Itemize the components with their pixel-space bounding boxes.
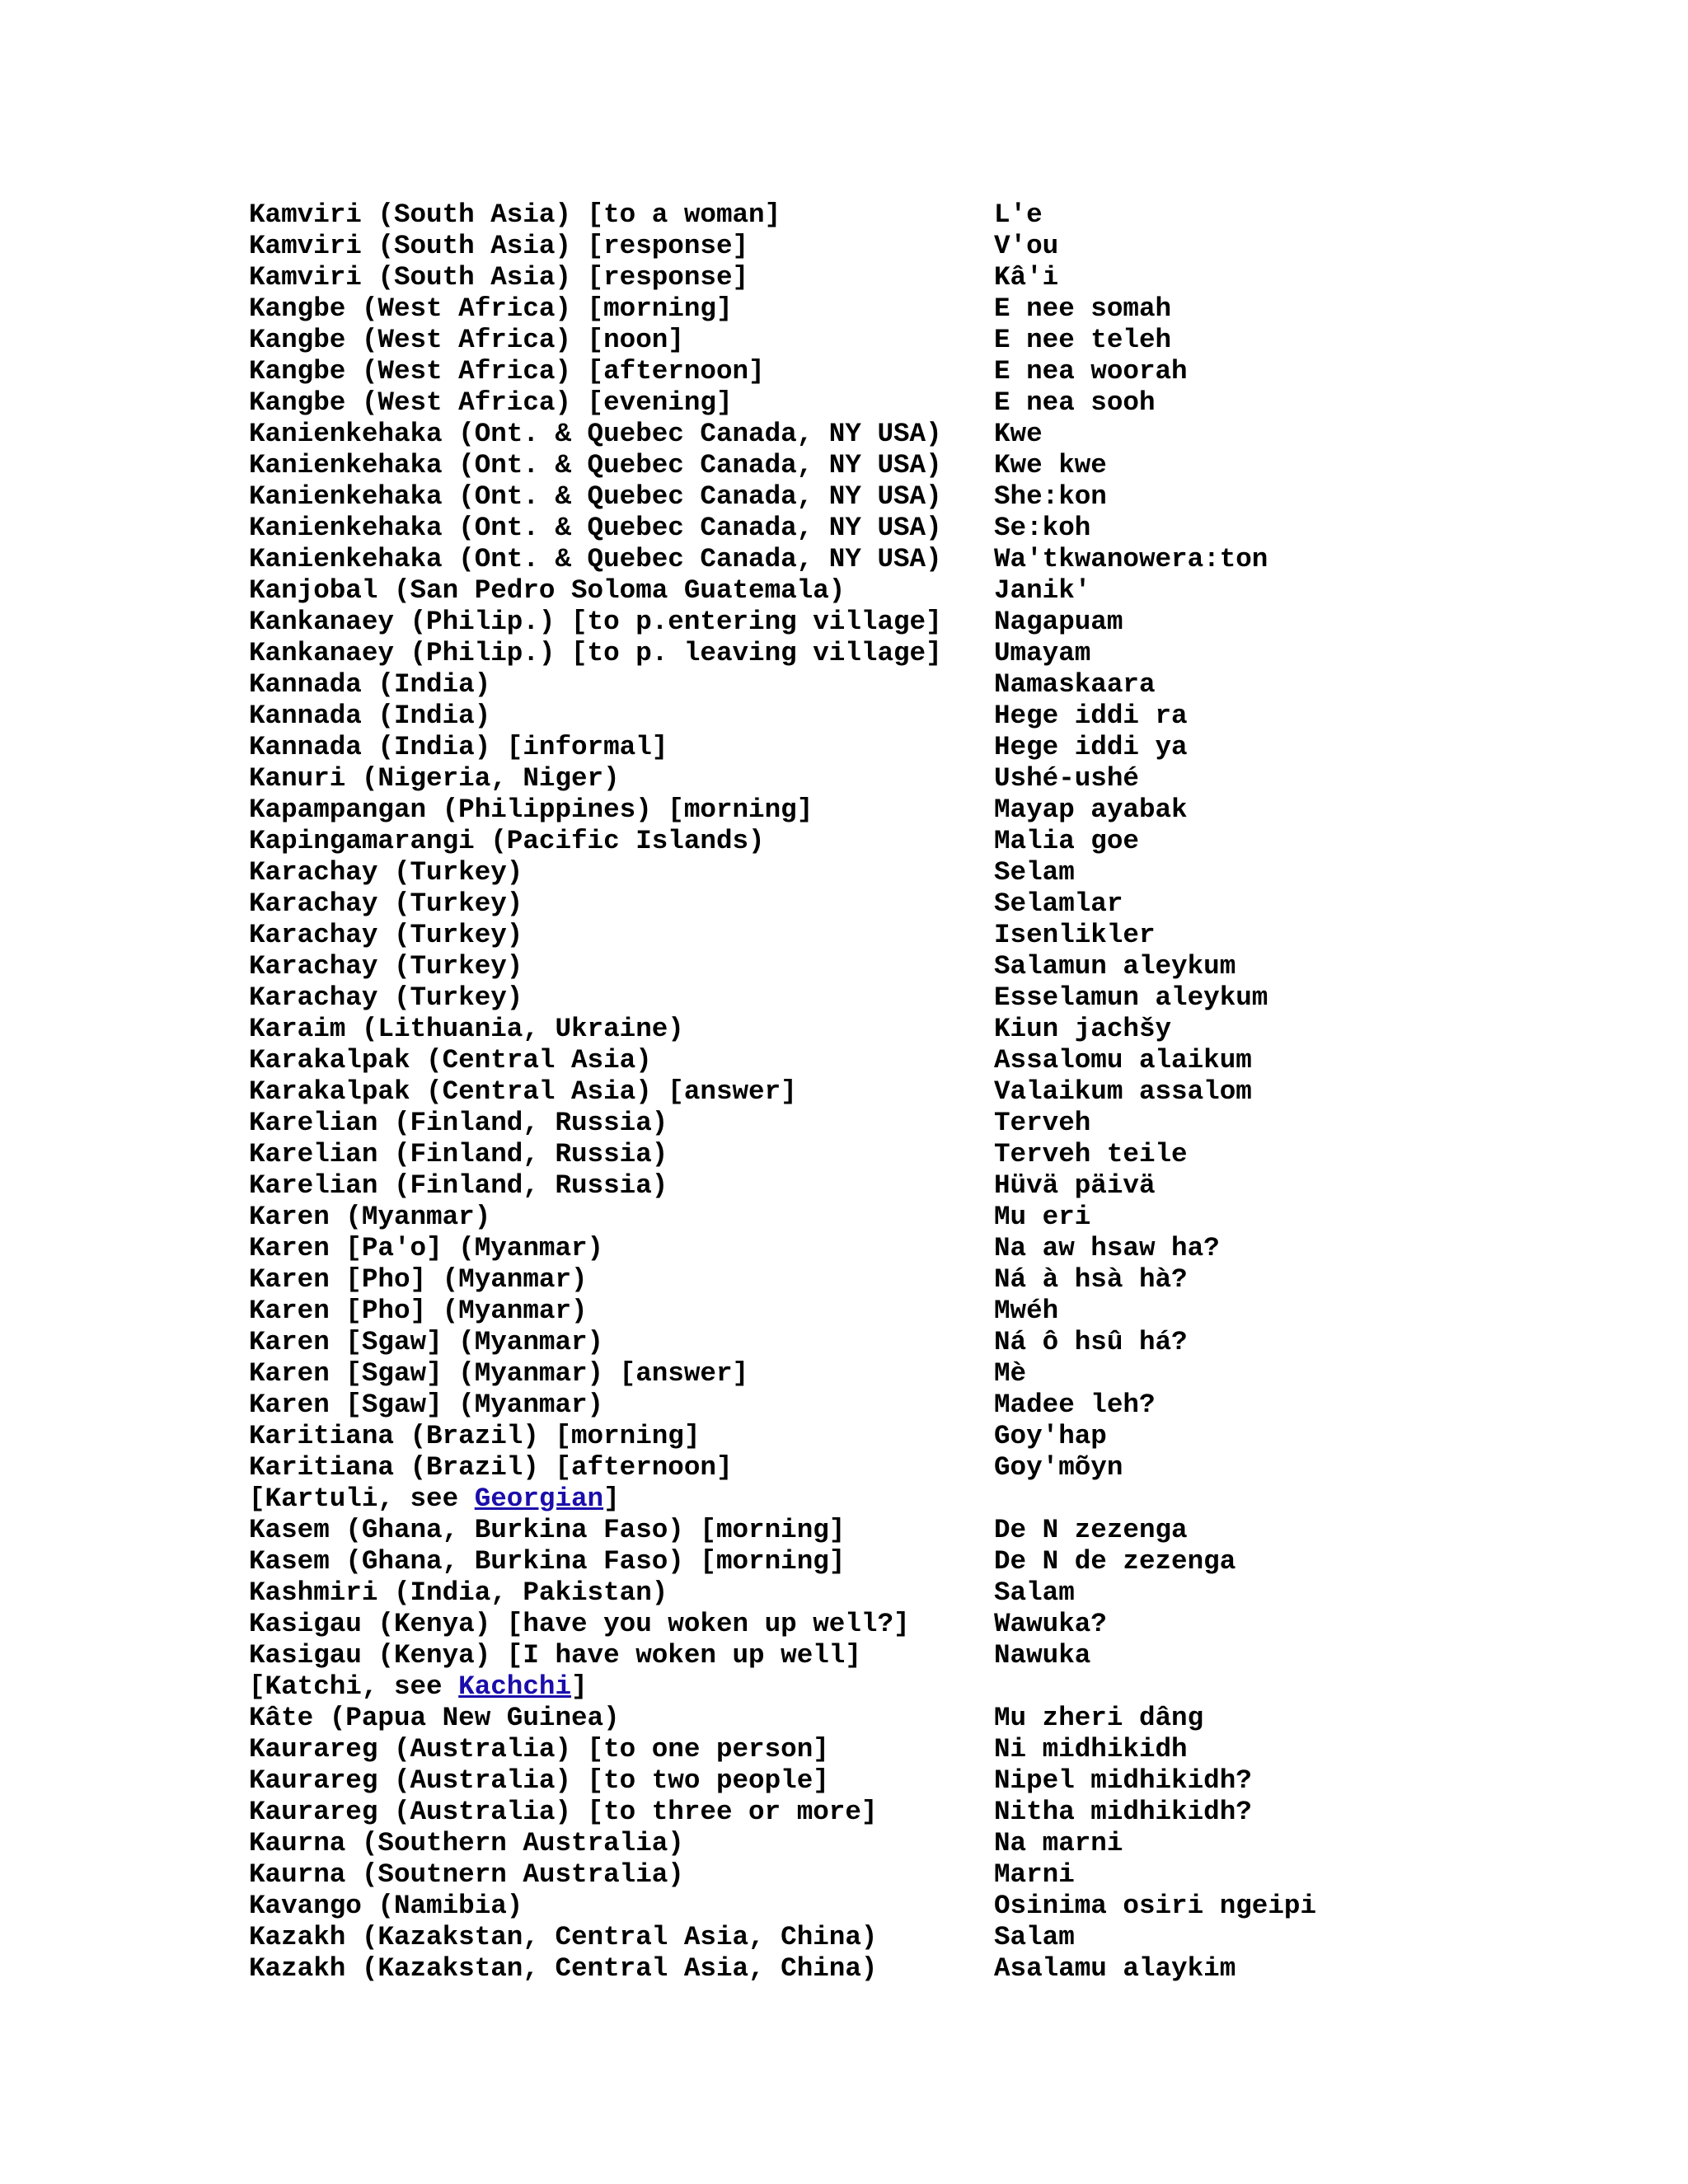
greeting-entry xyxy=(249,1358,1535,1390)
greeting-entry xyxy=(249,450,1535,481)
greeting-entry xyxy=(249,1108,1535,1139)
language-name: Karen [Pho] (Myanmar) xyxy=(249,1296,588,1326)
cross-reference-suffix: ] xyxy=(571,1671,588,1702)
greeting-text: Valaikum assalom xyxy=(994,1076,1252,1107)
greeting-text: Marni xyxy=(994,1859,1075,1890)
language-name: Karachay (Turkey) xyxy=(249,920,523,950)
cross-reference-link[interactable]: Kachchi xyxy=(458,1671,572,1702)
greeting-entry xyxy=(249,607,1535,638)
greeting-text: Na aw hsaw ha? xyxy=(994,1233,1220,1263)
language-name: Kapampangan (Philippines) [morning] xyxy=(249,794,814,825)
greeting-text: Kwe kwe xyxy=(994,450,1107,480)
cross-reference-link[interactable]: Georgian xyxy=(474,1483,604,1514)
greeting-text: Nagapuam xyxy=(994,607,1123,637)
greeting-entry xyxy=(249,1452,1535,1483)
language-name: Karen (Myanmar) xyxy=(249,1202,491,1232)
greeting-entry xyxy=(249,575,1535,607)
greeting-text: Assalomu alaikum xyxy=(994,1045,1252,1076)
language-name: Kaurna (Southern Australia) xyxy=(249,1828,684,1858)
language-name: Karachay (Turkey) xyxy=(249,888,523,919)
greeting-entry xyxy=(249,231,1535,262)
greeting-entry xyxy=(249,293,1535,325)
greeting-text: Nawuka xyxy=(994,1640,1091,1671)
language-name: Kangbe (West Africa) [noon] xyxy=(249,325,684,355)
greeting-entry xyxy=(249,1076,1535,1108)
greeting-entry xyxy=(249,701,1535,732)
greeting-entry xyxy=(249,888,1535,920)
greeting-text: Ushé-ushé xyxy=(994,763,1139,794)
greeting-text: Selamlar xyxy=(994,888,1123,919)
language-name: Kapingamarangi (Pacific Islands) xyxy=(249,826,765,856)
language-name: Kangbe (West Africa) [afternoon] xyxy=(249,356,765,387)
greeting-entry xyxy=(249,1891,1535,1922)
greeting-text: Mayap ayabak xyxy=(994,794,1188,825)
greeting-text: E nea sooh xyxy=(994,387,1156,418)
greeting-text: Ni midhikidh xyxy=(994,1734,1188,1765)
greeting-entry xyxy=(249,951,1535,982)
language-name: Kazakh (Kazakstan, Central Asia, China) xyxy=(249,1953,878,1984)
language-name: Karen [Sgaw] (Myanmar) xyxy=(249,1327,604,1357)
greeting-entry xyxy=(249,1296,1535,1327)
greeting-entry xyxy=(249,1233,1535,1264)
greeting-entry xyxy=(249,199,1535,231)
greeting-text: Mwéh xyxy=(994,1296,1059,1326)
language-name: Kaurna (Soutnern Australia) xyxy=(249,1859,684,1890)
language-name: Kangbe (West Africa) [morning] xyxy=(249,293,733,324)
greeting-text: Se:koh xyxy=(994,513,1091,543)
language-name: Kamviri (South Asia) [to a woman] xyxy=(249,199,781,230)
greeting-text: Umayam xyxy=(994,638,1091,668)
greeting-entry xyxy=(249,1515,1535,1546)
language-name: Kannada (India) xyxy=(249,669,491,700)
greeting-entry xyxy=(249,387,1535,419)
cross-reference-row xyxy=(249,1671,1535,1703)
greeting-entry xyxy=(249,356,1535,387)
language-name: Kâte (Papua New Guinea) xyxy=(249,1703,620,1733)
language-name: Kamviri (South Asia) [response] xyxy=(249,262,749,293)
greeting-text: Wawuka? xyxy=(994,1609,1107,1639)
greeting-entry xyxy=(249,1640,1535,1671)
language-name: Karen [Pa'o] (Myanmar) xyxy=(249,1233,604,1263)
greeting-text: She:kon xyxy=(994,481,1107,512)
greeting-text: Na marni xyxy=(994,1828,1123,1858)
greeting-text: Madee leh? xyxy=(994,1390,1156,1420)
greeting-entry xyxy=(249,544,1535,575)
greeting-entry xyxy=(249,1953,1535,1985)
language-name: Karaim (Lithuania, Ukraine) xyxy=(249,1014,684,1044)
language-name: Karelian (Finland, Russia) xyxy=(249,1108,668,1138)
greeting-entry xyxy=(249,638,1535,669)
greeting-entry xyxy=(249,1202,1535,1233)
language-name: Kamviri (South Asia) [response] xyxy=(249,231,749,261)
greeting-entry xyxy=(249,1170,1535,1202)
language-name: Kaurareg (Australia) [to two people] xyxy=(249,1765,829,1796)
language-name: Kankanaey (Philip.) [to p.entering village] xyxy=(249,607,942,637)
language-name: Karelian (Finland, Russia) xyxy=(249,1139,668,1169)
language-name: Karitiana (Brazil) [morning] xyxy=(249,1421,701,1451)
language-name: Kanienkehaka (Ont. & Quebec Canada, NY USA) xyxy=(249,450,942,480)
greeting-text: Selam xyxy=(994,857,1075,888)
greeting-text: Namaskaara xyxy=(994,669,1156,700)
language-name: Kanienkehaka (Ont. & Quebec Canada, NY USA) xyxy=(249,481,942,512)
greeting-entry xyxy=(249,1390,1535,1421)
greeting-text: Malia goe xyxy=(994,826,1139,856)
language-name: Kasigau (Kenya) [have you woken up well?] xyxy=(249,1609,910,1639)
greeting-text: Kiun jachšy xyxy=(994,1014,1172,1044)
greeting-text: Hege iddi ra xyxy=(994,701,1188,731)
greeting-text: Hüvä päivä xyxy=(994,1170,1156,1201)
greeting-entry xyxy=(249,1828,1535,1859)
greeting-entry xyxy=(249,1734,1535,1765)
language-name: Kavango (Namibia) xyxy=(249,1891,523,1921)
greeting-entry xyxy=(249,1922,1535,1953)
greeting-entry xyxy=(249,857,1535,888)
greeting-entry xyxy=(249,920,1535,951)
greeting-text: Mu eri xyxy=(994,1202,1091,1232)
language-name: Kaurareg (Australia) [to one person] xyxy=(249,1734,829,1765)
greeting-entry xyxy=(249,1546,1535,1577)
greeting-text: De N de zezenga xyxy=(994,1546,1236,1577)
greeting-text: Nipel midhikidh? xyxy=(994,1765,1252,1796)
greeting-entry xyxy=(249,826,1535,857)
language-name: Kannada (India) [informal] xyxy=(249,732,668,762)
greeting-text: Janik' xyxy=(994,575,1091,606)
greeting-entry xyxy=(249,481,1535,513)
greeting-entry xyxy=(249,1421,1535,1452)
language-name: Karen [Sgaw] (Myanmar) xyxy=(249,1390,604,1420)
greeting-text: Isenlikler xyxy=(994,920,1156,950)
greeting-entry xyxy=(249,419,1535,450)
language-name: Kashmiri (India, Pakistan) xyxy=(249,1577,668,1608)
language-name: Kanjobal (San Pedro Soloma Guatemala) xyxy=(249,575,846,606)
language-name: Kanuri (Nigeria, Niger) xyxy=(249,763,620,794)
language-name: Karen [Sgaw] (Myanmar) [answer] xyxy=(249,1358,749,1389)
greeting-entry xyxy=(249,1577,1535,1609)
greeting-entry xyxy=(249,1609,1535,1640)
greeting-entry xyxy=(249,1045,1535,1076)
greeting-text: V'ou xyxy=(994,231,1059,261)
greeting-entry xyxy=(249,982,1535,1014)
language-name: Kasigau (Kenya) [I have woken up well] xyxy=(249,1640,861,1671)
greeting-entry xyxy=(249,763,1535,794)
greeting-text: De N zezenga xyxy=(994,1515,1188,1545)
greeting-entry xyxy=(249,1703,1535,1734)
greeting-text: Goy'mõyn xyxy=(994,1452,1123,1483)
greeting-text: Ná ô hsû há? xyxy=(994,1327,1188,1357)
greeting-entry xyxy=(249,1014,1535,1045)
greeting-text: Asalamu alaykim xyxy=(994,1953,1236,1984)
language-name: Kangbe (West Africa) [evening] xyxy=(249,387,733,418)
greeting-entry xyxy=(249,325,1535,356)
greeting-entry xyxy=(249,1765,1535,1797)
language-name: Karakalpak (Central Asia) [answer] xyxy=(249,1076,797,1107)
greeting-text: Salamun aleykum xyxy=(994,951,1236,982)
greeting-text: E nea woorah xyxy=(994,356,1188,387)
language-name: Karachay (Turkey) xyxy=(249,982,523,1013)
language-name: Karachay (Turkey) xyxy=(249,857,523,888)
greeting-entry xyxy=(249,1797,1535,1828)
language-name: Kanienkehaka (Ont. & Quebec Canada, NY USA) xyxy=(249,419,942,449)
greeting-text: E nee teleh xyxy=(994,325,1172,355)
language-name: Kazakh (Kazakstan, Central Asia, China) xyxy=(249,1922,878,1952)
greeting-text: Hege iddi ya xyxy=(994,732,1188,762)
greeting-text: Esselamun aleykum xyxy=(994,982,1268,1013)
greeting-text: Salam xyxy=(994,1922,1075,1952)
language-name: Karachay (Turkey) xyxy=(249,951,523,982)
greeting-entry xyxy=(249,1139,1535,1170)
greeting-entry xyxy=(249,732,1535,763)
greeting-text: Terveh xyxy=(994,1108,1091,1138)
language-name: Kanienkehaka (Ont. & Quebec Canada, NY USA) xyxy=(249,544,942,574)
greeting-entry xyxy=(249,1859,1535,1891)
greeting-text: Wa'tkwanowera:ton xyxy=(994,544,1268,574)
greeting-entry xyxy=(249,1327,1535,1358)
greeting-entry xyxy=(249,669,1535,701)
greeting-entry xyxy=(249,262,1535,293)
language-name: Kannada (India) xyxy=(249,701,491,731)
cross-reference-prefix: [Katchi, see xyxy=(249,1671,459,1702)
cross-reference-suffix: ] xyxy=(603,1483,620,1514)
language-name: Karakalpak (Central Asia) xyxy=(249,1045,652,1076)
greeting-entry xyxy=(249,794,1535,826)
greetings-list xyxy=(249,199,1535,1985)
language-name: Karen [Pho] (Myanmar) xyxy=(249,1264,588,1295)
cross-reference-row xyxy=(249,1483,1535,1515)
greeting-text: Salam xyxy=(994,1577,1075,1608)
cross-reference-prefix: [Kartuli, see xyxy=(249,1483,475,1514)
language-name: Karelian (Finland, Russia) xyxy=(249,1170,668,1201)
greeting-text: Goy'hap xyxy=(994,1421,1107,1451)
greeting-text: Ná à hsà hà? xyxy=(994,1264,1188,1295)
greeting-text: L'e xyxy=(994,199,1043,230)
language-name: Kaurareg (Australia) [to three or more] xyxy=(249,1797,878,1827)
greeting-text: Kâ'i xyxy=(994,262,1059,293)
greeting-text: Terveh teile xyxy=(994,1139,1188,1169)
language-name: Kankanaey (Philip.) [to p. leaving village] xyxy=(249,638,942,668)
language-name: Karitiana (Brazil) [afternoon] xyxy=(249,1452,733,1483)
greeting-text: Mu zheri dâng xyxy=(994,1703,1204,1733)
greeting-text: Mè xyxy=(994,1358,1027,1389)
greeting-entry xyxy=(249,513,1535,544)
greeting-text: Osinima osiri ngeipi xyxy=(994,1891,1317,1921)
greeting-text: Kwe xyxy=(994,419,1043,449)
language-name: Kasem (Ghana, Burkina Faso) [morning] xyxy=(249,1515,846,1545)
greeting-text: E nee somah xyxy=(994,293,1172,324)
language-name: Kasem (Ghana, Burkina Faso) [morning] xyxy=(249,1546,846,1577)
greeting-entry xyxy=(249,1264,1535,1296)
language-name: Kanienkehaka (Ont. & Quebec Canada, NY USA) xyxy=(249,513,942,543)
greeting-text: Nitha midhikidh? xyxy=(994,1797,1252,1827)
